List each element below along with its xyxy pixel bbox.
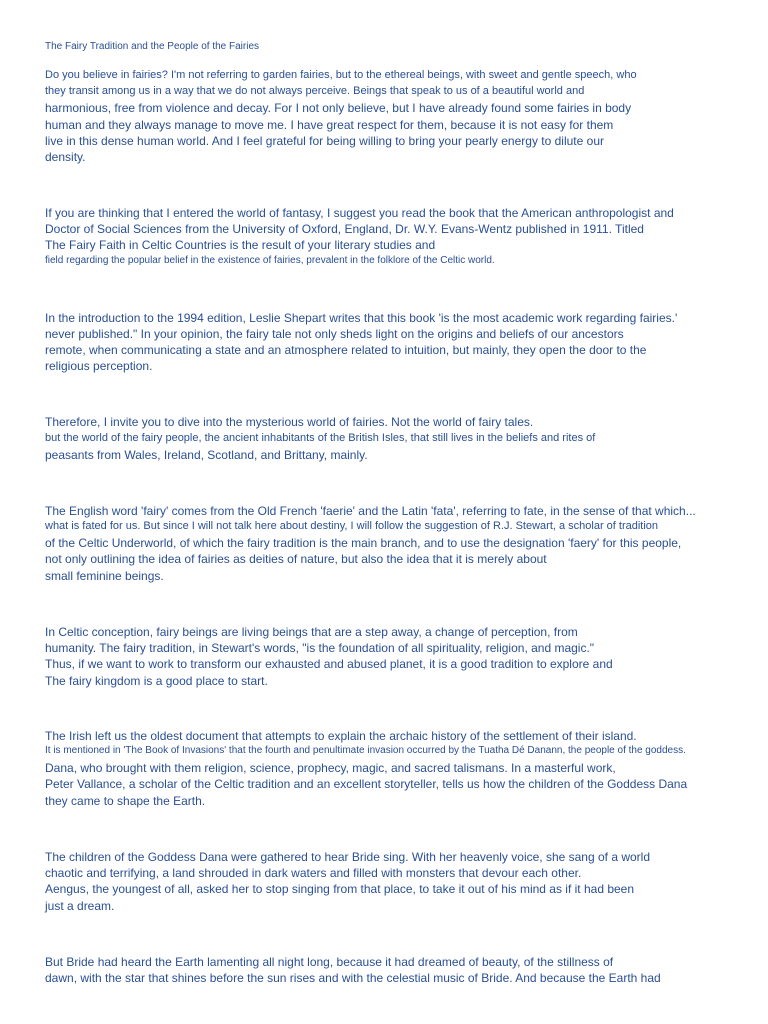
paragraph-5-line-1: The English word 'fairy' comes from the Old French 'faerie' and the Latin 'fata', referring to fate, in the sense of that which... [45, 504, 696, 518]
paragraph-3-line-4: religious perception. [45, 359, 153, 373]
paragraph-1-line-5: live in this dense human world. And I feel grateful for being willing to bring your pearly energy to dilute our [45, 134, 604, 148]
paragraph-2-line-2: Doctor of Social Sciences from the University of Oxford, England, Dr. W.Y. Evans-Wentz published in 1911. Titled [45, 222, 644, 236]
paragraph-8-line-3: Aengus, the youngest of all, asked her to stop singing from that place, to take it out of his mind as if it had been [45, 882, 635, 896]
paragraph-1-line-2: they transit among us in a way that we do not always perceive. Beings that speak to us of a beautiful world and [45, 85, 585, 97]
paragraph-1-line-3: harmonious, free from violence and decay. For I not only believe, but I have already found some fairies in body [45, 101, 632, 115]
paragraph-7-line-2: It is mentioned in 'The Book of Invasions' that the fourth and penultimate invasion occurred by the Tuatha Dé Danann, the people of the goddess. [45, 745, 686, 756]
paragraph-8-line-4: just a dream. [45, 899, 115, 913]
paragraph-5-line-5: small feminine beings. [45, 569, 164, 583]
paragraph-1-line-4: human and they always manage to move me. I have great respect for them, because it is not easy for them [45, 118, 614, 132]
paragraph-5-line-2: what is fated for us. But since I will not talk here about destiny, I will follow the suggestion of R.J. Stewart, a scholar of tradition [45, 520, 659, 532]
paragraph-9-line-1: But Bride had heard the Earth lamenting all night long, because it had dreamed of beauty, of the stillness of [45, 955, 614, 969]
paragraph-6-line-1: In Celtic conception, fairy beings are living beings that are a step away, a change of perception, from [45, 625, 578, 639]
paragraph-1-line-1: Do you believe in fairies? I'm not referring to garden fairies, but to the ethereal beings, with sweet and gentle speech, who [45, 69, 637, 81]
paragraph-6-line-3: Thus, if we want to work to transform our exhausted and abused planet, it is a good tradition to explore and [45, 657, 613, 671]
document-title: The Fairy Tradition and the People of the Fairies [45, 41, 260, 52]
paragraph-2-line-4: field regarding the popular belief in the existence of fairies, prevalent in the folklore of the Celtic world. [45, 255, 495, 266]
paragraph-7-line-3: Dana, who brought with them religion, science, prophecy, magic, and sacred talismans. In a masterful work, [45, 761, 616, 775]
paragraph-4-line-1: Therefore, I invite you to dive into the mysterious world of fairies. Not the world of fairy tales. [45, 415, 534, 429]
paragraph-2-line-1: If you are thinking that I entered the world of fantasy, I suggest you read the book that the American anthropologist and [45, 206, 674, 220]
paragraph-3-line-2: never published." In your opinion, the fairy tale not only sheds light on the origins and beliefs of our ancestors [45, 327, 624, 341]
paragraph-3-line-3: remote, when communicating a state and an atmosphere related to intuition, but mainly, they open the door to the [45, 343, 647, 357]
paragraph-7-line-5: they came to shape the Earth. [45, 794, 206, 808]
paragraph-1-line-6: density. [45, 150, 86, 164]
paragraph-6-line-4: The fairy kingdom is a good place to start. [45, 674, 268, 688]
paragraph-9-line-2: dawn, with the star that shines before the sun rises and with the celestial music of Bride. And because the Earth had [45, 971, 661, 985]
paragraph-7-line-1: The Irish left us the oldest document that attempts to explain the archaic history of the settlement of their island. [45, 729, 637, 743]
paragraph-7-line-4: Peter Vallance, a scholar of the Celtic tradition and an excellent storyteller, tells us how the children of the Goddess Dana [45, 777, 688, 791]
paragraph-4-line-3: peasants from Wales, Ireland, Scotland, and Brittany, mainly. [45, 448, 368, 462]
paragraph-5-line-3: of the Celtic Underworld, of which the fairy tradition is the main branch, and to use the designation 'faery' for this people, [45, 536, 682, 550]
paragraph-2-line-3: The Fairy Faith in Celtic Countries is the result of your literary studies and [45, 238, 436, 252]
paragraph-8-line-1: The children of the Goddess Dana were gathered to hear Bride sing. With her heavenly voice, she sang of a world [45, 850, 651, 864]
paragraph-3-line-1: In the introduction to the 1994 edition, Leslie Shepart writes that this book 'is the most academic work regarding fairies.' [45, 311, 678, 325]
paragraph-4-line-2: but the world of the fairy people, the ancient inhabitants of the British Isles, that still lives in the beliefs and rites of [45, 432, 596, 444]
paragraph-5-line-4: not only outlining the idea of fairies as deities of nature, but also the idea that it is merely about [45, 552, 547, 566]
paragraph-6-line-2: humanity. The fairy tradition, in Stewart's words, "is the foundation of all spirituality, religion, and magic." [45, 641, 595, 655]
paragraph-8-line-2: chaotic and terrifying, a land shrouded in dark waters and filled with monsters that devour each other. [45, 866, 582, 880]
